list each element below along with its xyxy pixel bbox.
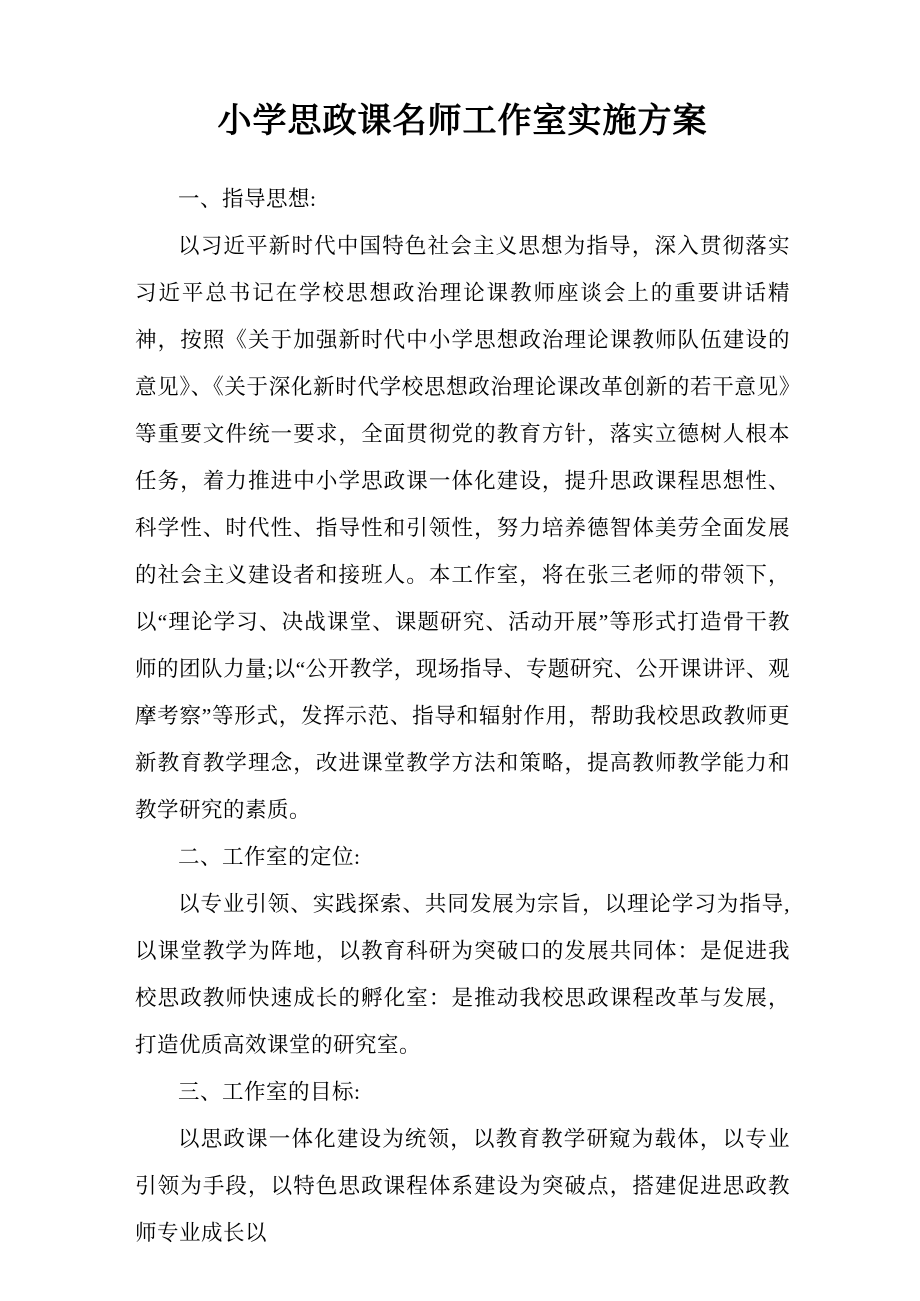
section-2-paragraph: 以专业引领、实践探索、共同发展为宗旨，以理论学习为指导,以课堂教学为阵地，以教育科研为突破口的发展共同体：是促进我校思政教师快速成长的孵化室：是推动我校思政课程改革与发展，打造优质高效课堂的研究室。 [135, 892, 790, 1057]
section-3-paragraph: 以思政课一体化建设为统领，以教育教学研窥为载体，以专业引领为手段，以特色思政课程体系建设为突破点，搭建促进思政教师专业成长以 [135, 1127, 790, 1245]
section-3-heading: 三、工作室的目标: [178, 1080, 361, 1104]
document-title: 小学思政课名师工作室实施方案 [217, 103, 708, 140]
section-2-heading: 二、工作室的定位: [178, 845, 361, 869]
section-1-heading: 一、指导思想: [178, 187, 317, 211]
section-1-paragraph: 以习近平新时代中国特色社会主义思想为指导，深入贯彻落实习近平总书记在学校思想政治理论课教师座谈会上的重要讲话精神，按照《关于加强新时代中小学思想政治理论课教师队伍建设的意见》、《关于深化新时代学校思想政治理论课改革创新的若干意见》等重要文件统一要求，全面贯彻党的教育方针，落实立德树人根本任务，着力推进中小学思政课一体化建设，提升思政课程思想性、科学性、时代性、指导性和引领性，努力培养德智体美劳全面发展的社会主义建设者和接班人。本工作室，将在张三老师的带领下，以“理论学习、决战课堂、课题研究、活动开展”等形式打造骨干教师的团队力量;以“公开教学，现场指导、专题研究、公开课讲评、观摩考察”等形式，发挥示范、指导和辐射作用，帮助我校思政教师更新教育教学理念，改进课堂教学方法和策略，提高教师教学能力和教学研究的素质。 [135, 234, 790, 822]
